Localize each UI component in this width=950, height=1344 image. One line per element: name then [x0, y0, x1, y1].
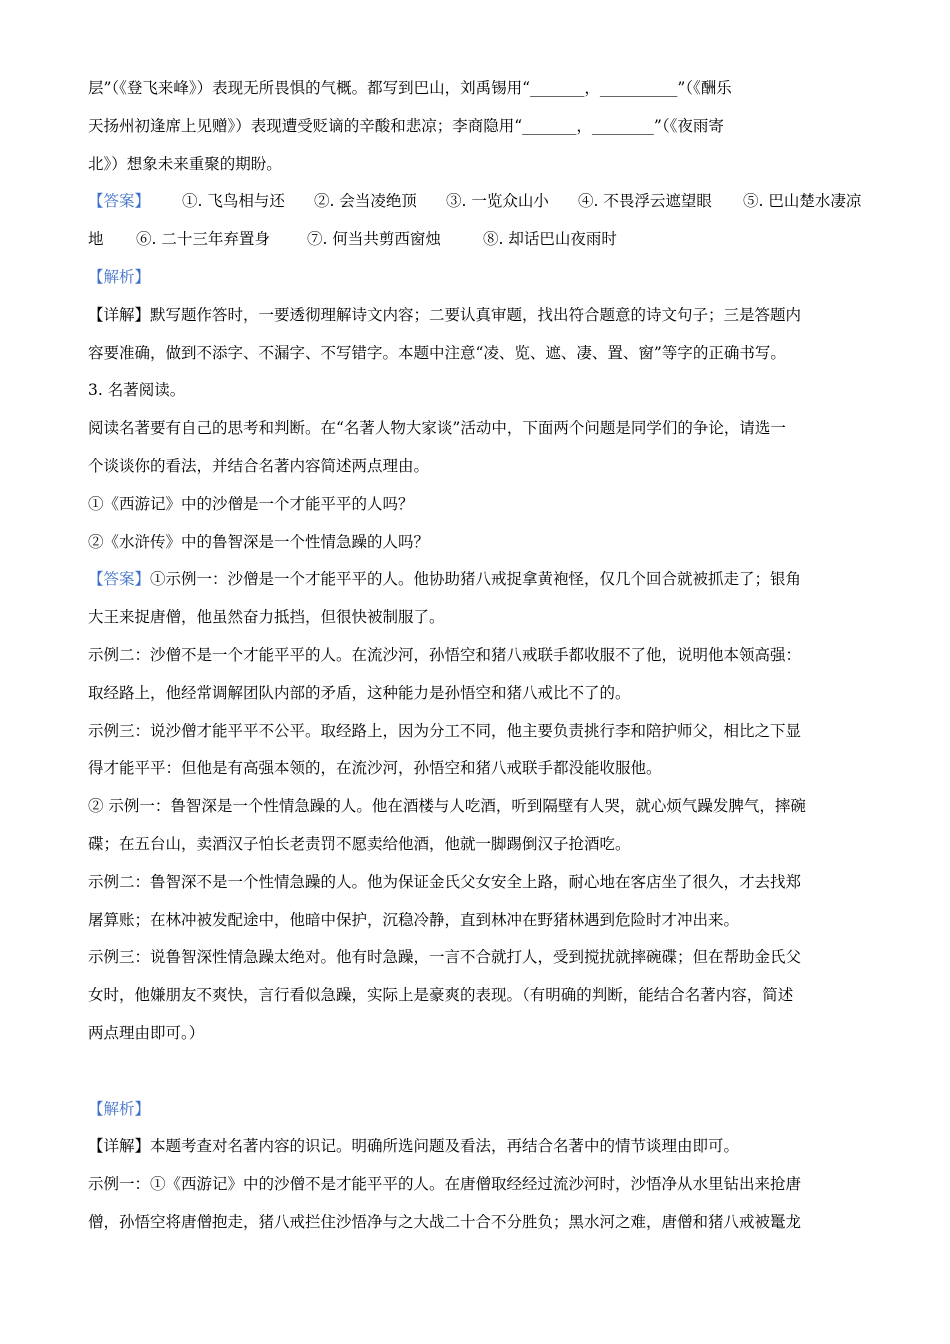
spacer [88, 1053, 868, 1091]
text-line: 取经路上，他经常调解团队内部的矛盾，这种能力是孙悟空和猪八戒比不了的。 [88, 683, 631, 702]
answer-item: ⑧. 却话巴山夜雨时 [483, 230, 617, 249]
detail-paragraph [88, 297, 868, 335]
answer-item: ③. 一览众山小 [446, 192, 549, 211]
text-line: 个谈谈你的看法，并结合名著内容简述两点理由。 [88, 456, 430, 475]
detail-paragraph [88, 1128, 868, 1166]
text-line: 示例二：沙僧不是一个才能平平的人。在流沙河，孙悟空和猪八戒联手都收服不了他，说明他本领高强： [88, 645, 802, 664]
answer-line-1 [88, 183, 868, 221]
answer-item: ⑦. 何当共剪西窗烛 [307, 230, 441, 249]
question-3-title: 3. 名著阅读。 [88, 381, 186, 400]
answer-item: ⑤. 巴山楚水凄凉 [743, 192, 862, 211]
document-content [88, 70, 868, 1242]
detail-text: 本题考查对名著内容的识记。明确所选问题及看法，再结合名著中的情节谈理由即可。 [150, 1137, 740, 1156]
answer-text: ①示例一：沙僧是一个才能平平的人。他协助猪八戒捉拿黄袍怪，仅几个回合就被抓走了；银角 [150, 570, 802, 589]
text-line: 示例三：说沙僧才能平平不公平。取经路上，因为分工不同，他主要负责挑行李和陪护师父，相比之下显 [88, 721, 802, 740]
text-line: ② 示例一：鲁智深是一个性情急躁的人。他在酒楼与人吃酒，听到隔壁有人哭，就心烦气躁发脾气，摔碗 [88, 797, 806, 816]
detail-label: 【详解】 [88, 305, 151, 324]
text-line: 得才能平平：但他是有高强本领的，在流沙河，孙悟空和猪八戒联手都没能收服他。 [88, 759, 662, 778]
analysis-label: 【解析】 [88, 1099, 151, 1118]
analysis-label: 【解析】 [88, 267, 151, 286]
answer-label: 【答案】 [88, 192, 151, 211]
text-line: 示例一：①《西游记》中的沙僧不是才能平平的人。在唐僧取经经过流沙河时，沙悟净从水里钻出来抢唐 [88, 1175, 802, 1194]
detail-text: 默写题作答时，一要透彻理解诗文内容；二要认真审题，找出符合题意的诗文句子；三是答题内 [150, 305, 802, 324]
detail-label: 【详解】 [88, 1137, 151, 1156]
text-line: 两点理由即可。） [88, 1023, 205, 1042]
text-line: 大王来捉唐僧，他虽然奋力抵挡，但很快被制服了。 [88, 608, 445, 627]
answer-item: ①. 飞鸟相与还 [182, 192, 285, 211]
answer-line-2 [88, 221, 868, 259]
answer-3-first-line [88, 561, 868, 599]
text-line: 示例三：说鲁智深性情急躁太绝对。他有时急躁，一言不合就打人，受到搅扰就摔碗碟；但在帮助金氏父 [88, 948, 802, 967]
text-line: 示例二：鲁智深不是一个性情急躁的人。他为保证金氏父女安全上路，耐心地在客店坐了很久，才去找郑 [88, 872, 802, 891]
text-line: 女时，他嫌朋友不爽快，言行看似急躁，实际上是豪爽的表现。（有明确的判断，能结合名著内容，简述 [88, 986, 794, 1005]
text-line: 容要准确，做到不添字、不漏字、不写错字。本题中注意“凌、览、遮、凄、置、窗”等字的正确书写。 [88, 343, 786, 362]
text-line: 北》）想象未来重聚的期盼。 [88, 154, 282, 173]
answer-item: ④. 不畏浮云遮望眼 [578, 192, 712, 211]
text-line: 僧，孙悟空将唐僧抱走，猪八戒拦住沙悟净与之大战二十合不分胜负；黑水河之难，唐僧和猪八戒被鼍龙 [88, 1212, 802, 1231]
text-line: 屠算账；在林冲被发配途中，他暗中保护，沉稳冷静，直到林冲在野猪林遇到危险时才冲出来。 [88, 910, 740, 929]
answer-item: ⑥. 二十三年弃置身 [136, 230, 270, 249]
answer-item: ②. 会当凌绝顶 [314, 192, 417, 211]
text-line: 层”（《登飞来峰》）表现无所畏惧的气概。都写到巴山，刘禹锡用“_______，__________”（《酬乐 [88, 79, 732, 97]
text-line: 阅读名著要有自己的思考和判断。在“名著人物大家谈”活动中，下面两个问题是同学们的争论，请选一 [88, 419, 786, 438]
answer-item: 地 [88, 230, 104, 249]
text-line: 碟；在五台山，卖酒汉子怕长老责罚不愿卖给他酒，他就一脚踢倒汉子抢酒吃。 [88, 834, 631, 853]
question-item: ①《西游记》中的沙僧是一个才能平平的人吗？ [88, 494, 414, 513]
text-line: 天扬州初逢席上见赠》）表现遭受贬谪的辛酸和悲凉；李商隐用“_______，________”（《夜雨寄 [88, 116, 724, 135]
answer-label: 【答案】 [88, 570, 151, 589]
question-item: ②《水浒传》中的鲁智深是一个性情急躁的人吗？ [88, 532, 430, 551]
